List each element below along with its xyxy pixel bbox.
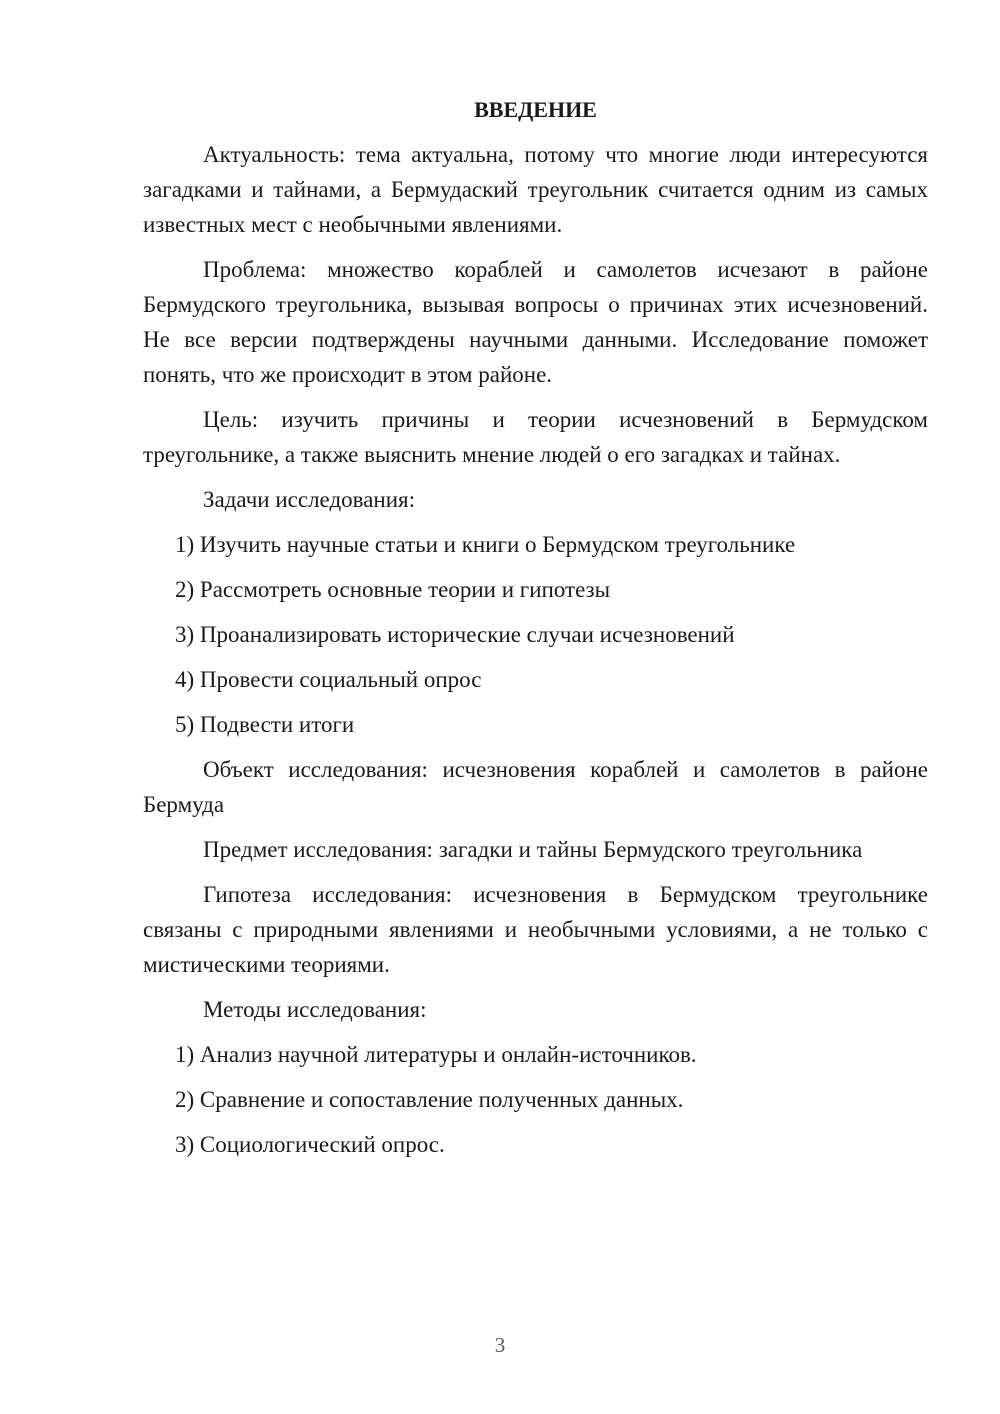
goal-paragraph: Цель: изучить причины и теории исчезновений в Бермудском треугольнике, а также выяснить мнение людей о его загадках и тайнах.: [143, 407, 928, 467]
object-paragraph: Объект исследования: исчезновения кораблей и самолетов в районе Бермуда: [143, 757, 928, 817]
method-item: 1) Анализ научной литературы и онлайн-источников.: [175, 1042, 697, 1067]
task-item: 5) Подвести итоги: [175, 712, 355, 737]
page-number: 3: [494, 1333, 506, 1357]
tasks-heading: Задачи исследования:: [203, 487, 416, 512]
method-item: 3) Социологический опрос.: [175, 1132, 445, 1157]
method-item: 2) Сравнение и сопоставление полученных данных.: [175, 1087, 684, 1112]
relevance-paragraph: Актуальность: тема актуальна, потому что многие люди интересуются загадками и тайнами, а Бермудаский треугольник считается одним из самых известных мест с необычными явлениями.: [143, 142, 928, 237]
task-item: 1) Изучить научные статьи и книги о Бермудском треугольнике: [175, 532, 796, 557]
task-item: 2) Рассмотреть основные теории и гипотезы: [175, 577, 611, 602]
task-item: 3) Проанализировать исторические случаи исчезновений: [175, 622, 735, 647]
subject-paragraph: Предмет исследования: загадки и тайны Бермудского треугольника: [203, 837, 863, 862]
hypothesis-paragraph: Гипотеза исследования: исчезновения в Бермудском треугольнике связаны с природными явлениями и необычными условиями, а не только с мистическими теориями.: [143, 882, 928, 977]
task-item: 4) Провести социальный опрос: [175, 667, 482, 692]
problem-paragraph: Проблема: множество кораблей и самолетов исчезают в районе Бермудского треугольника, вызывая вопросы о причинах этих исчезновений. Не все версии подтверждены научными данными. Исследование поможет понять, что же происходит в этом районе.: [143, 257, 928, 387]
section-title: ВВЕДЕНИЕ: [474, 97, 597, 122]
document-body: [143, 92, 928, 1172]
methods-heading: Методы исследования:: [203, 997, 427, 1022]
